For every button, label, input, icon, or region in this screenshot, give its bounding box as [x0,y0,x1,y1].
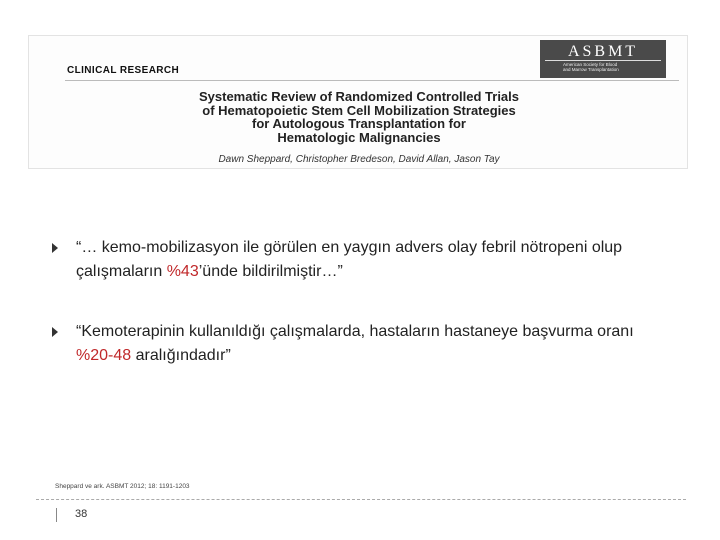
bullet-item [52,236,662,284]
paper-title: Systematic Review of Randomized Controlled Trials of Hematopoietic Stem Cell Mobilization Strategies for Autologous Transplantation for Hematologic Malignancies [198,89,520,145]
bullet-text-end: ’ünde bildirilmiştir…” [198,263,343,280]
triangle-bullet-icon [52,327,58,337]
footer-divider [36,499,686,500]
article-header-image [28,35,688,169]
asbmt-logo [540,40,666,78]
highlight-value: %20-48 [76,347,132,364]
bullet-text-start: “… kemo-mobilizasyon ile görülen en yaygın advers olay febril nötropeni olup çalışmaların [76,239,623,280]
page-number: 38 [75,508,88,520]
triangle-bullet-icon [52,243,58,253]
footer-separator [56,508,57,522]
paper-authors: Dawn Sheppard, Christopher Bredeson, David Allan, Jason Tay [218,154,500,165]
bullet-text [76,320,662,368]
header-divider [65,80,679,81]
bullet-item [52,320,662,368]
citation: Sheppard ve ark. ASBMT 2012; 18: 1191-1203 [55,483,190,490]
section-label: CLINICAL RESEARCH [67,65,180,76]
bullet-text-start: “Kemoterapinin kullanıldığı çalışmalarda, hastaların hastaneye başvurma oranı [76,323,634,340]
logo-name: ASBMT [545,43,661,61]
bullet-text-end: aralığındadır” [131,347,231,364]
highlight-value: %43 [166,263,199,280]
logo-subtitle: American Society for Blood and Marrow Transplantation [563,62,619,72]
bullet-text [76,236,662,284]
